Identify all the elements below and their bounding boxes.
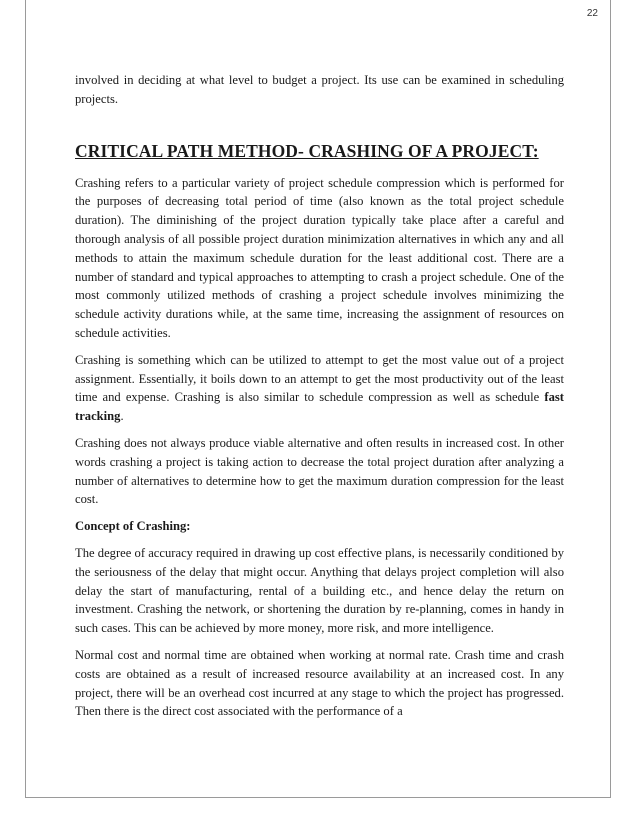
continuation-paragraph: involved in deciding at what level to budget a project. Its use can be examined in scheduling projects.: [75, 73, 564, 106]
paragraph-text: Crashing is something which can be utilized to attempt to get the most value out of a project assignment. Essentially, it boils down to an attempt to get the most productivity out of the least time and expense. Crashing is also similar to schedule compression as well as schedule: [75, 352, 564, 405]
page-number: 22: [586, 8, 598, 19]
paragraph-normal-cost: Normal cost and normal time are obtained when working at normal rate. Crash time and crash costs are obtained as a result of increased resource availability at an increased cost. In any project, there will be an overhead cost incurred at any stage to which the project has progressed. Then there is the direct cost associated with the performance of a: [75, 647, 564, 719]
paragraph-end: .: [120, 409, 124, 424]
page-content: [75, 71, 564, 729]
paragraph-crashing-value: [75, 351, 564, 426]
subheading-concept-of-crashing: Concept of Crashing:: [75, 519, 191, 534]
paragraph-concept: The degree of accuracy required in drawing up cost effective plans, is necessarily conditioned by the seriousness of the delay that might occur. Anything that delays project completion will also delay the start of manufacturing, rental of a building etc., and hence delay the return on investment. Crashing the network, or shortening the duration by re-planning, comes in handy in such cases. This can be achieved by more money, more risk, and more intelligence.: [75, 545, 564, 636]
paragraph-crashing-cost: Crashing does not always produce viable alternative and often results in increased cost. In other words crashing a project is taking action to decrease the total project duration after analyzing a number of alternatives to determine how to get the maximum duration compression for the least cost.: [75, 435, 564, 507]
paragraph-crashing-definition: Crashing refers to a particular variety of project schedule compression which is performed for the purposes of decreasing total period of time (also known as the total project schedule duration). The diminishing of the project duration typically take place after a careful and thorough analysis of all possible project duration minimization alternatives in which any and all methods to attain the maximum schedule duration for the least additional cost. There are a number of standard and typical approaches to attempting to crash a project schedule. One of the most commonly utilized methods of crashing a project schedule involves minimizing the schedule activity durations while, at the same time, increasing the assignment of resources on schedule activities.: [75, 175, 564, 340]
section-heading: CRITICAL PATH METHOD- CRASHING OF A PROJECT:: [75, 140, 539, 161]
bold-term-fast-tracking: fast tracking: [75, 390, 564, 424]
